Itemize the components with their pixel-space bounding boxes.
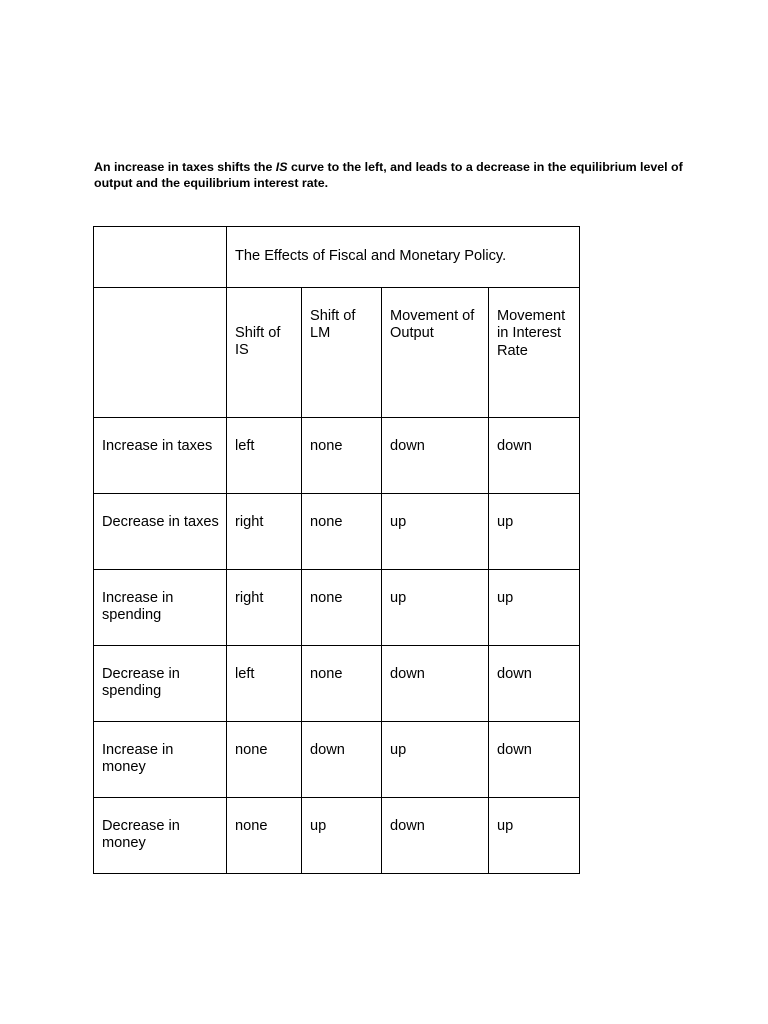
- table-title-row: [94, 227, 580, 288]
- table-cell: up: [489, 494, 580, 570]
- column-header-movement-in-interest-rate: Movement in Interest Rate: [489, 288, 580, 418]
- table-cell: up: [382, 570, 489, 646]
- table-cell: none: [302, 418, 382, 494]
- table-row: [94, 494, 580, 570]
- policy-effects-table: [93, 226, 580, 874]
- column-header-shift-of-lm: Shift of LM: [302, 288, 382, 418]
- table-cell: up: [302, 798, 382, 874]
- table-cell: left: [227, 418, 302, 494]
- table-header-row: [94, 288, 580, 418]
- table-cell: up: [489, 570, 580, 646]
- table-title: The Effects of Fiscal and Monetary Policy.: [227, 227, 580, 288]
- row-label: Decrease in spending: [94, 646, 227, 722]
- intro-paragraph: [94, 160, 694, 191]
- table-cell: right: [227, 494, 302, 570]
- table-row: [94, 722, 580, 798]
- intro-text-start: An increase in taxes shifts the: [94, 160, 276, 174]
- table-cell: none: [227, 798, 302, 874]
- table-cell: down: [382, 798, 489, 874]
- row-label: Decrease in money: [94, 798, 227, 874]
- row-label: Increase in spending: [94, 570, 227, 646]
- column-header-shift-of-is: Shift of IS: [227, 288, 302, 418]
- table-cell: down: [302, 722, 382, 798]
- table-cell: right: [227, 570, 302, 646]
- table-cell: down: [489, 646, 580, 722]
- intro-text-italic: IS: [275, 160, 288, 174]
- intro-text-end: curve to the left, and leads to a decrease in the equilibrium level of output and the equilibrium interest rate.: [94, 160, 683, 190]
- table-cell: left: [227, 646, 302, 722]
- table-cell: down: [489, 722, 580, 798]
- table-cell: up: [382, 722, 489, 798]
- table-cell: down: [382, 646, 489, 722]
- table-row: [94, 798, 580, 874]
- table-row: [94, 570, 580, 646]
- row-label: Decrease in taxes: [94, 494, 227, 570]
- table-cell: none: [302, 570, 382, 646]
- empty-corner-cell: [94, 227, 227, 288]
- table-cell: down: [489, 418, 580, 494]
- table-cell: none: [302, 494, 382, 570]
- table-cell: none: [227, 722, 302, 798]
- column-header-movement-of-output: Movement of Output: [382, 288, 489, 418]
- table-cell: none: [302, 646, 382, 722]
- table-row: [94, 418, 580, 494]
- table-cell: up: [489, 798, 580, 874]
- table-row: [94, 646, 580, 722]
- table-cell: up: [382, 494, 489, 570]
- table-cell: down: [382, 418, 489, 494]
- row-label: Increase in money: [94, 722, 227, 798]
- row-label: Increase in taxes: [94, 418, 227, 494]
- empty-header-cell: [94, 288, 227, 418]
